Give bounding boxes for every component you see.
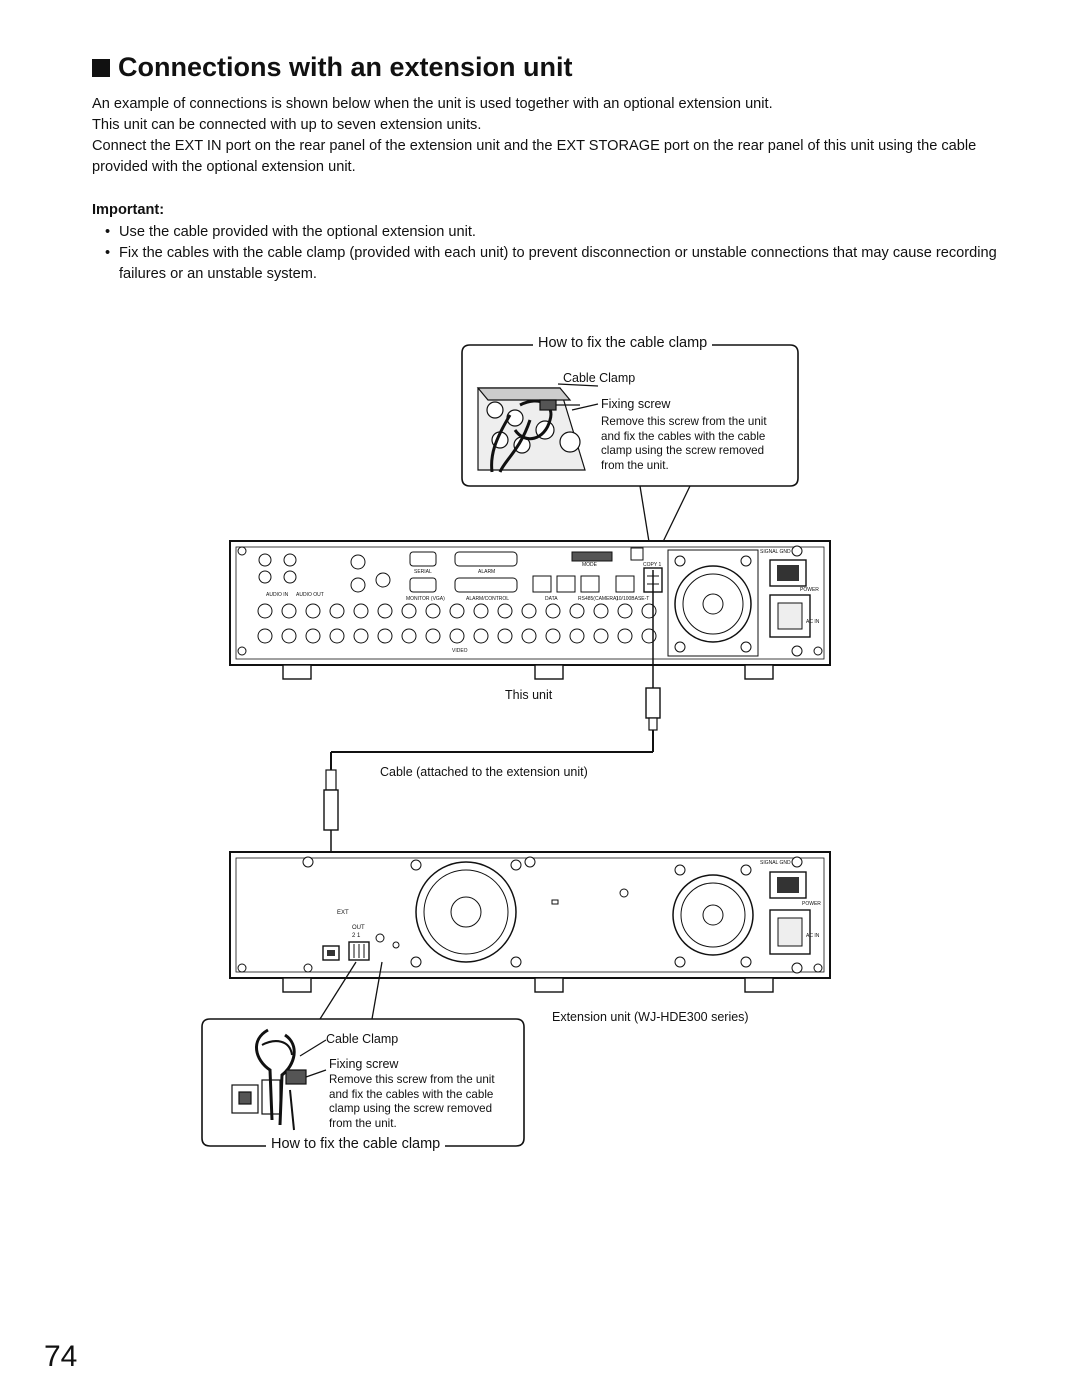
extension-unit-rear-panel — [230, 852, 830, 992]
alarm-control-label: ALARM/CONTROL — [466, 596, 510, 602]
top-screw-note: Remove this screw from the unit and fix the cables with the cable clamp using the screw removed from the unit. — [601, 415, 767, 472]
mode-label: MODE — [582, 562, 597, 568]
audio-out-label: AUDIO OUT — [296, 592, 324, 598]
ext-ac-in-label: AC IN — [806, 933, 820, 939]
important-item: • Use the cable provided with the optional extension unit. — [92, 222, 1002, 243]
bnc-row-in — [258, 604, 656, 618]
extension-unit-label: Extension unit (WJ-HDE300 series) — [552, 1010, 749, 1024]
copy-label: COPY 1 — [643, 562, 662, 568]
out-label: OUT — [352, 925, 365, 931]
ac-in-label: AC IN — [806, 619, 820, 625]
lan-label: 10/100BASE-T — [616, 596, 650, 602]
important-item: • Fix the cables with the cable clamp (provided with each unit) to prevent disconnection or unstable connections that may cause recording failures or an unstable system. — [92, 243, 1002, 285]
video-label: VIDEO — [452, 648, 468, 654]
audio-in-label: AUDIO IN — [266, 592, 289, 598]
top-screw-label: Fixing screw — [601, 397, 671, 411]
top-callout-caption: How to fix the cable clamp — [533, 335, 712, 351]
intro-line: An example of connections is shown below when the unit is used together with an optional extension unit. — [92, 96, 773, 112]
top-clamp-label: Cable Clamp — [563, 371, 636, 385]
bottom-clamp-label: Cable Clamp — [326, 1032, 399, 1046]
section-title-text: Connections with an extension unit — [118, 52, 573, 82]
this-unit-label: This unit — [505, 688, 553, 702]
bottom-clamp-sketch — [232, 1030, 326, 1130]
out-numbers: 2 1 — [352, 933, 361, 939]
rs485-label: RS485(CAMERA) — [578, 596, 619, 602]
bnc-row-out — [258, 629, 656, 643]
cable-label: Cable (attached to the extension unit) — [380, 765, 588, 779]
power-label: POWER — [800, 587, 819, 593]
data-label: DATA — [545, 596, 558, 602]
intro-line: This unit can be connected with up to seven extension units. — [92, 117, 482, 133]
bottom-screw-note: Remove this screw from the unit and fix the cables with the cable clamp using the screw removed from the unit. — [329, 1073, 495, 1130]
bottom-callout-caption: How to fix the cable clamp — [266, 1136, 445, 1152]
top-clamp-sketch — [478, 384, 598, 472]
monitor-vga-label: MONITOR (VGA) — [406, 596, 445, 602]
main-unit-rear-panel — [230, 541, 830, 679]
important-heading: Important: — [92, 202, 165, 218]
signal-gnd-label: SIGNAL GND — [760, 549, 791, 555]
ext-power-label: POWER — [802, 901, 821, 907]
alarm-label: ALARM — [478, 569, 496, 575]
intro-line: Connect the EXT IN port on the rear panel of the extension unit and the EXT STORAGE port on the rear panel of this unit using the cable provided with the optional extension unit. — [92, 138, 977, 175]
ext-label: EXT — [337, 910, 349, 916]
page-number: 74 — [44, 1340, 78, 1373]
serial-label: SERIAL — [414, 569, 432, 575]
bottom-screw-label: Fixing screw — [329, 1057, 399, 1071]
ext-signal-gnd-label: SIGNAL GND — [760, 860, 791, 866]
